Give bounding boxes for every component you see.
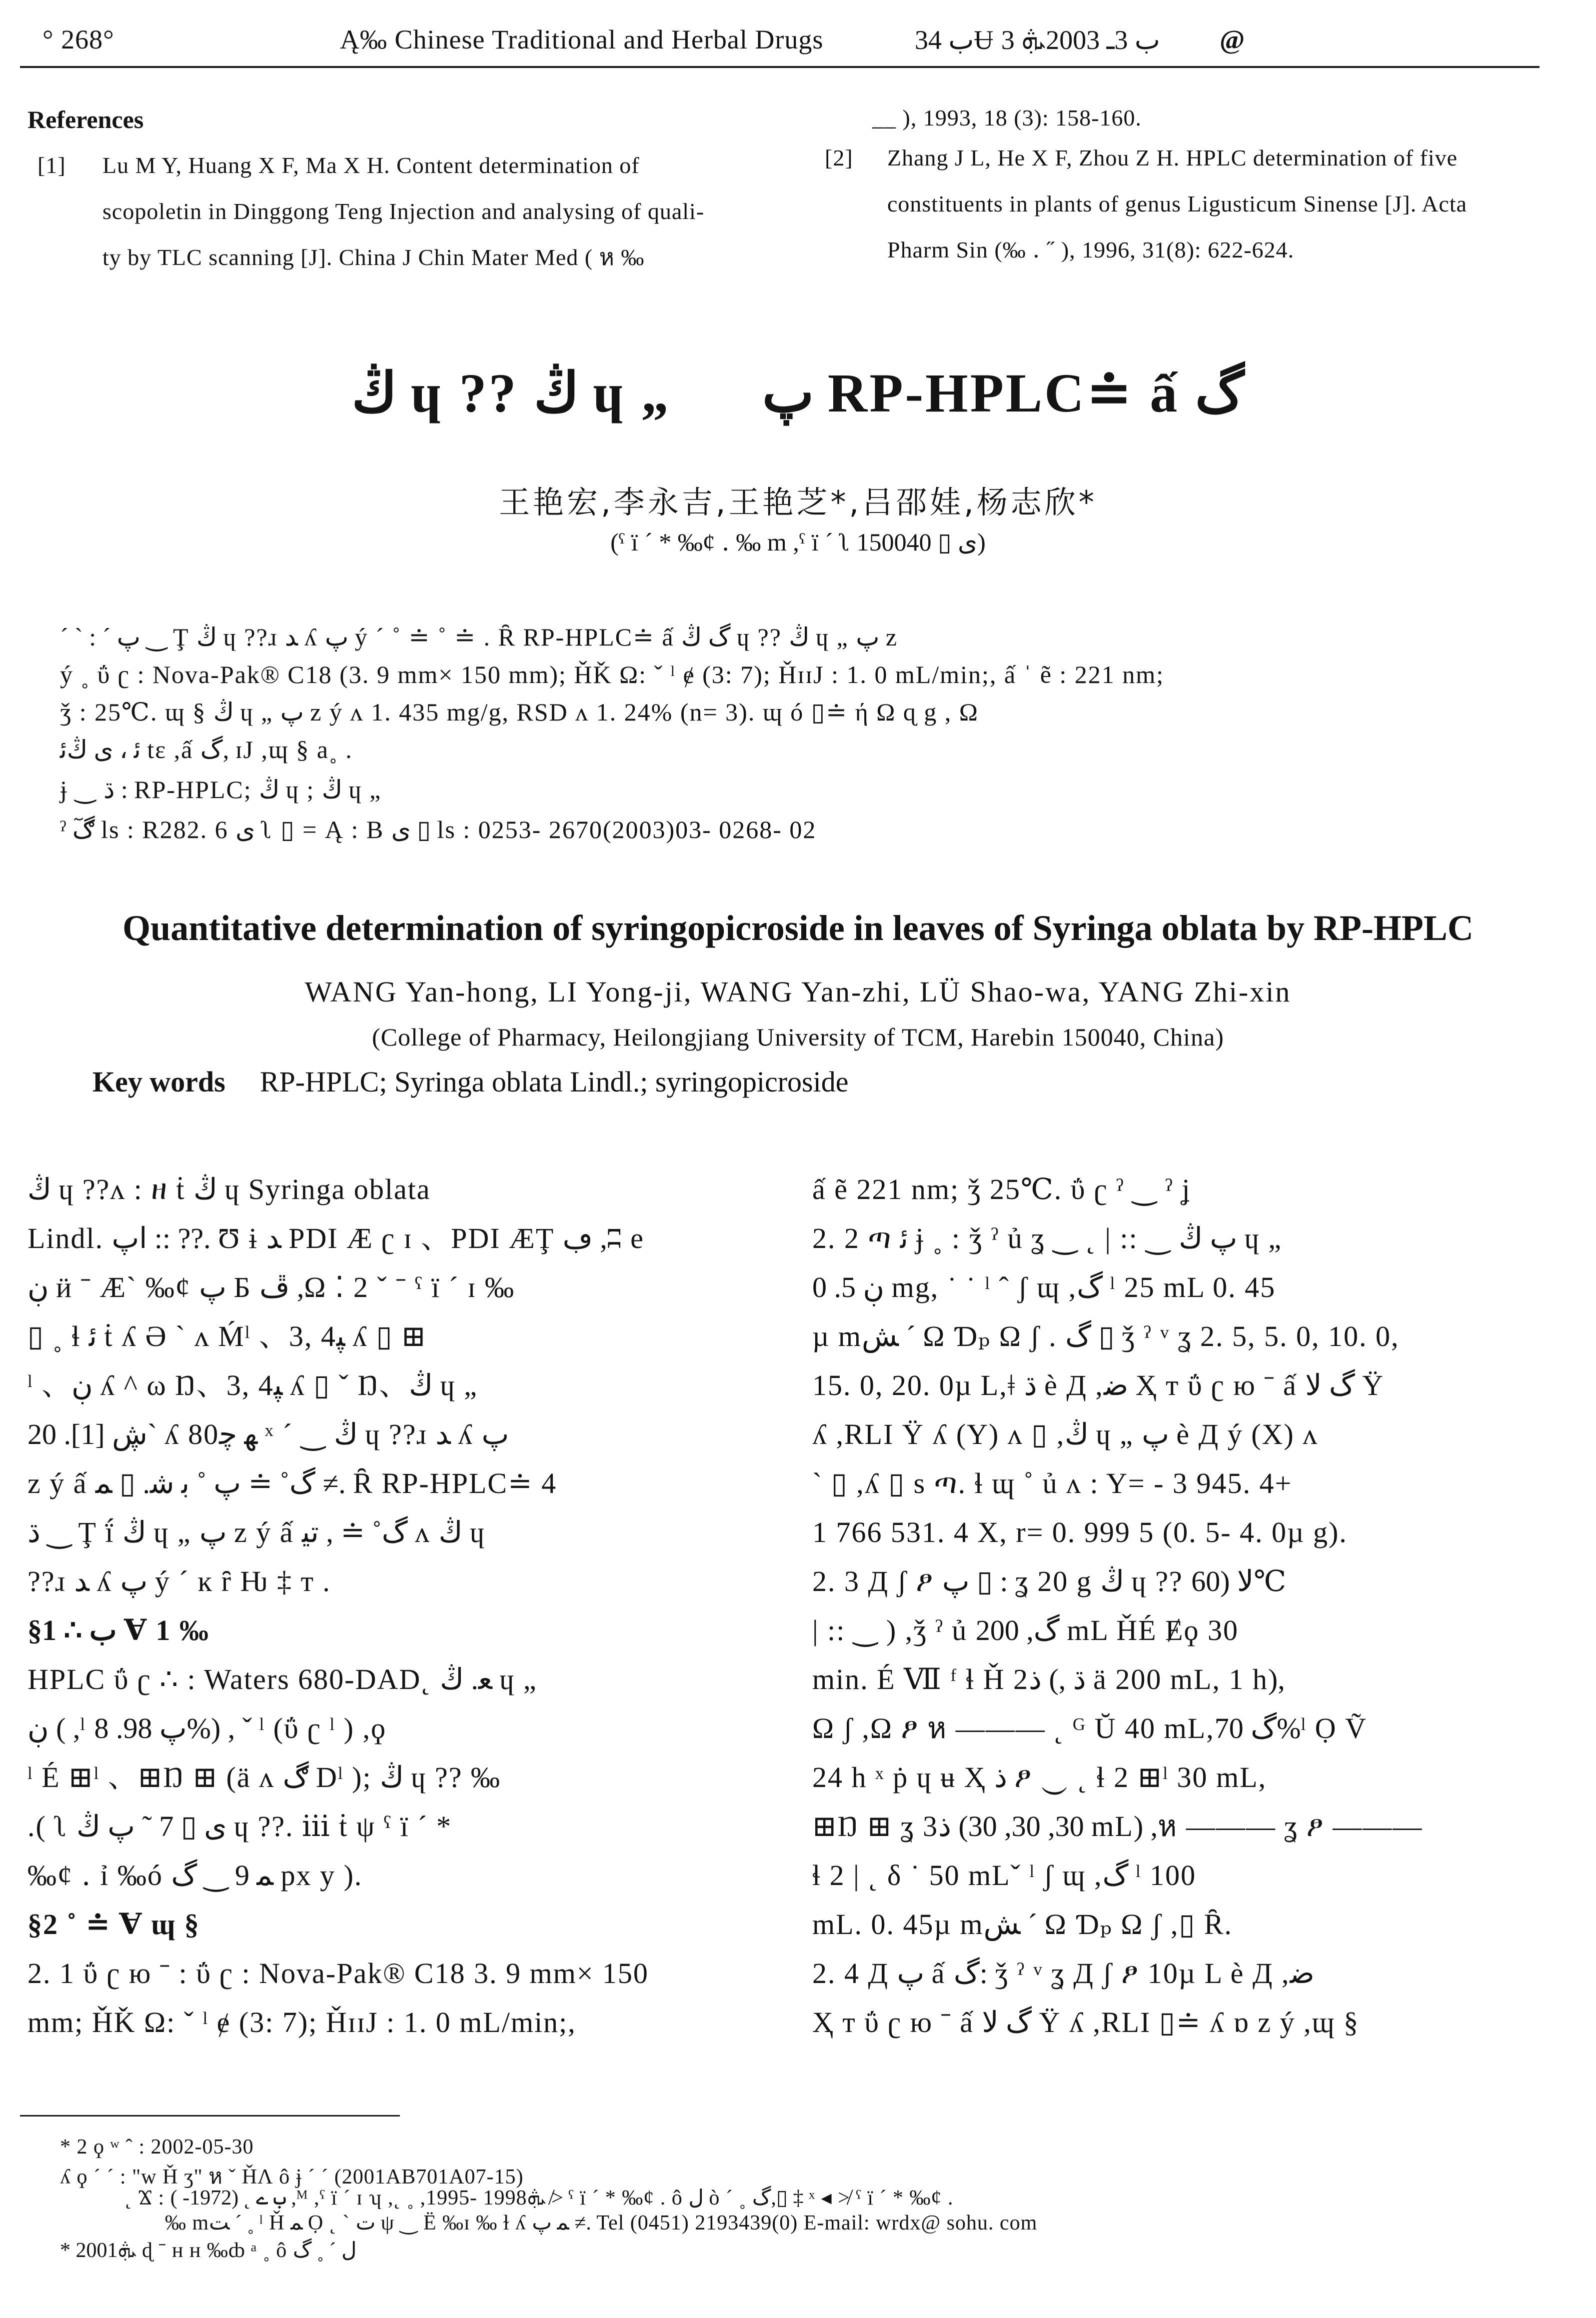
reference-1-line: Lu M Y, Huang X F, Ma X H. Content determination of <box>102 152 640 178</box>
body-line: mL. 0. 45µ mﺶ ˊ Ω Ɗₚ Ω ʃ ,▯ Ȓ. <box>812 1908 1233 1940</box>
body-line: | :: ‿ ) ,ǯ ˀ ủ گ, 200 mL ȞÉ Ɇϙ 30 <box>812 1614 1239 1646</box>
body-line: ▯ ˳ ɬ ﺋ ṫ ʎ Ə ˋ ʌ Ḿˡ 、3, 4ﭙ ʎ ▯ ⊞ <box>27 1320 427 1352</box>
body-line: Ҳ т ΰ ʗ ю ˉ ấ گ ﻻ Ÿ ʎ ,RLI ▯≐ ʎ ɒ z ý ,ɰ § <box>812 2006 1360 2038</box>
body-line: ڹ 5. 0 mg, ˙ ˙ ˡ ˆ ʃ ɰ ,گ ˡ 25 mL 0. 45 <box>812 1271 1276 1304</box>
reference-2 <box>887 135 1547 273</box>
footnote-rule <box>20 2115 400 2116</box>
body-line: Lindl. اپ :: ??. Ʊ ɨ ﺪ PDI Æ ʗ ɪ 、PDI ÆŢ ڢ ,ʭ e <box>27 1222 644 1254</box>
body-line: mm; ȞǨ Ω: ˇ ˡ ɇ (3: 7); ȞɪɪJ : 1. 0 mL/min;, <box>27 2006 576 2038</box>
affiliation-en: (College of Pharmacy, Heilongjiang University of TCM, Harebin 150040, China) <box>372 1023 1224 1051</box>
references-title: References <box>27 106 144 134</box>
footnote-received: * 2 ϙ ʷ ˆ : 2002-05-30 <box>60 2136 254 2158</box>
body-line: 2. 4 Д پ ấ گ: ǯ ˀ ᵛ ʓ Д ʃ ፆ 10µ L è Д ,ﺿ <box>812 1957 1315 1990</box>
body-column-left <box>27 1165 757 2047</box>
page-number: ° 268° <box>42 24 114 54</box>
reference-2-line: constituents in plants of genus Ligusticum Sinense [J]. Acta <box>887 191 1468 216</box>
section-heading-1: §1 ∴ ب Ɐ 1 ‰ <box>27 1614 210 1646</box>
article-title-en: Quantitative determination of syringopicroside in leaves of Syringa oblata by RP-HPLC <box>122 908 1474 948</box>
reference-1-line: scopoletin in Dinggong Teng Injection and analysing of quali- <box>102 198 705 224</box>
affiliation-zh: (ˤ ï ˊ * ‰ȼ ․ ‰ m ,ˤ ï ˊ ʅ ى ▯ 150040) <box>610 528 986 556</box>
abstract-zh-line: ﺋ ، ى ڭﺋ tɛ ,ấ گ, ɪJ ,ɰ § a˳ . <box>60 736 353 764</box>
body-line: ڹ ( ,ˡ ﭖ 98. 8%) , ˇ ˡ (ΰ ʗ ˡ ) ,ϙ <box>27 1712 386 1744</box>
authors-zh: 王艳宏,李永吉,王艳芝*,吕邵娃,杨志欣* <box>499 484 1097 520</box>
footnote-funding: ʎ ϙ ˊ ˊ : "w Ȟ ʒ" ห ˇ ȞɅ ô ɉ ˊ ˊ (2001AB701A07-15) <box>60 2166 524 2188</box>
header-rule <box>20 66 1540 68</box>
body-line: µ mﺶ ˊ Ω Ɗₚ Ω ʃ . گ ▯ ǯ ˀ ᵛ ʓ 2. 5, 5. 0, 10. 0, <box>812 1320 1400 1352</box>
reference-2-number: [2] <box>825 145 853 170</box>
body-line: 1 766 531. 4 X, r= 0. 999 5 (0. 5- 4. 0µ g). <box>812 1516 1348 1548</box>
body-line: HPLC ΰ ʗ ∴ : Waters 680-DAD˛ ﻌ. ڭ ɥ „ <box>27 1663 537 1696</box>
keywords-en <box>92 1065 848 1098</box>
issue-info: ب 34Ʉ ب 3ـ 2003ܞ 3 <box>915 25 1160 55</box>
body-line: min. É Ⅶ ᶠ ɬ Ȟ 2ﺫ (, ڌ ä 200 mL, 1 h), <box>812 1663 1285 1696</box>
body-line: ˋ ▯ ,ʎ ▯ s ጣ. ɬ ɰ ˚ ủ ʌ : Y= - 3 945. 4+ <box>812 1467 1293 1500</box>
body-line: ڹ ӥ ˉ Æˋ ‰ȼ پ Б ڦ ,Ω ⁚ 2 ˇ ˉ ˤ ï ˊ ɪ ‰ <box>27 1271 515 1304</box>
footnote-contact: ‰ mﺖ ˊ ˳ ˡ Ȟ ﻤ Ọ ˛ ˋ ﺕ ψ ‿ Ë ‰ɪ ‰ ɫ ʎ ﻤ پ ≠. Tel (0451) 2193439(0) E-mail: wrdx@ sohu. com <box>165 2212 1038 2234</box>
body-line: ʎ ,RLI Ÿ ʎ (Y) ʌ ▯ ,ڭ ɥ „ پ è Д ý (X) ʌ <box>812 1418 1319 1450</box>
body-line: 2. 3 Д ʃ ፆ پ ▯ : ʓ 20 g ڭ ɥ ?? ﻻ (60℃ <box>812 1565 1286 1598</box>
reference-2-line: Pharm Sin (‰ ․ ˝ ), 1996, 31(8): 622-624. <box>887 237 1295 262</box>
body-line: .( ʅ ى ▯ 7 ˜ پ ڭ ɥ ??. ⅲ ṫ ψ ˤ ï ˊ * <box>27 1810 452 1842</box>
body-line: z ý ấ گ˚ ≐ پ ˚ ﺑ ﺷ. ▯ ﻤ ≠. Ȓ RP-HPLC≐ 4 <box>27 1467 557 1500</box>
body-line: ⊞Ŋ ⊞ ʓ 3ﺫ (30, 30, 30 mL) ,ห ——— ʓ ፆ ——— <box>812 1810 1423 1842</box>
article-title-zh-left: ڭ ɥ ?? ڭ ɥ „ <box>351 362 671 424</box>
abstract-zh-line: ǯ : 25℃. ɰ § ڭ ɥ „ پ z ý ʌ 1. 435 mg/g, RSD ʌ 1. 24% (n= 3). ɰ ó ▯≐ ή Ω ɋ g , Ω <box>60 698 979 726</box>
body-line: ڭ ɥ ??ʌ : ዘ ṫ ڭ ɥ Syringa oblata <box>27 1173 431 1206</box>
reference-2-line: Zhang J L, He X F, Zhou Z H. HPLC determination of five <box>887 145 1458 170</box>
body-line: ڜ [1]. 20ˋ ʎ 80ﻬ ﭼ ˣ ˊ ‿ ڭ ɥ ??ɹ ﺪ ʎ پ <box>27 1418 509 1450</box>
body-line: ˡ É ⊞ˡ 、⊞Ŋ ⊞ (ä ʌ ڰ Dˡ ); ڭ ɥ ?? ‰ <box>27 1761 501 1794</box>
reference-1-continued <box>872 95 1547 141</box>
classification-zh: ˀ ڰٓ ls : R282. 6 ى ʅ ▯ = Ą : B ى ▯ ls : 0253- 2670(2003)03- 0268- 02 <box>60 816 817 844</box>
abstract-zh-line: ý ˳ ΰ ʗ : Nova-Pak® C18 (3. 9 mm× 150 mm); ȞǨ Ω: ˇ ˡ ɇ (3: 7); ȞɪɪJ : 1. 0 mL/min;, ấ ˈ ẽ : 221 nm; <box>60 660 1165 688</box>
body-line: 2. 2 ጣ ﺋ ɉ ˳ : ǯ ˀ ủ ʓ ‿ ˛ | :: ‿ پ ڭ ɥ „ <box>812 1222 1283 1254</box>
body-line: 24 h ˣ ṗ ɥ ʉ Ҳ ﺫ ፆ ‿ ˛ ɬ 2 ⊞ˡ 30 mL, <box>812 1761 1267 1794</box>
reference-1-number: [1] <box>37 152 66 178</box>
body-line: ˡ 、ڹ ʎ ^ ω Ŋ、3, 4ﭙ ʎ ▯ ˇ Ŋ、ڭ ɥ „ <box>27 1369 478 1402</box>
body-line: ڌ ‿ Ţ ḯ ڭ ɥ „ پ z ý ấ گ˚ ≐ , ﺗﻴ ʌ ڭ ɥ <box>27 1516 485 1548</box>
body-line: ấ ẽ 221 nm; ǯ 25℃. ΰ ʗ ˀ ‿ ˀ ʝ <box>812 1173 1191 1206</box>
body-line: Ω ʃ ,Ω ፆ ห ——— ˛ ᴳ Ŭ 40 mL,گ 70%ˡ Ọ Ṽ <box>812 1712 1367 1744</box>
reference-1 <box>102 142 757 280</box>
body-line: 15. 0, 20. 0µ L,ǂ ڌ è Д ,ﺿ Ҳ т ΰ ʗ ю ˉ ấ گ ﻻ Ÿ <box>812 1369 1385 1402</box>
body-column-right <box>812 1165 1542 2047</box>
reference-1-cont-line: __ ), 1993, 18 (3): 158-160. <box>872 105 1142 130</box>
issue-mark: @ <box>1220 24 1246 54</box>
section-heading-2: §2 ˚ ≐ Ɐ ɰ § <box>27 1908 200 1940</box>
footnote-correspondence: * 2001ܞ ɖ ˉ ʜ ʜ ‰ȸ ᵃ ˳ ô ﻝ ˊ ˳ گ <box>60 2239 357 2262</box>
body-line: 2. 1 ΰ ʗ ю ˉ : ΰ ʗ : Nova-Pak® C18 3. 9 mm× 150 <box>27 1957 649 1990</box>
keywords-en-label: Key words <box>92 1066 225 1098</box>
reference-1-line: ty by TLC scanning [J]. China J Chin Mater Med ( ห ‰ <box>102 244 645 270</box>
footnote-author-bio: ˛ Ϫ : ب ے ˛ (1972- ) ,ᴹ ,ˤ ï ˊ ɪ ʮ ,˛ ˳ ,1995- 1998ܞ ≯ ˤ ï ˊ * ‰ȼ . ô ﻝ ò ˊ ˳ گ,▯ ‡ ˣ ◂ ≯ ˤ ï ˊ * ‰ȼ . <box>125 2186 954 2210</box>
body-line: ‰ȼ ․ ỉ ‰ó ﻤ 9 ‿ گ px y ). <box>27 1859 363 1892</box>
journal-name: Ą‰ Chinese Traditional and Herbal Drugs <box>340 24 824 54</box>
article-title-zh <box>0 360 1596 425</box>
abstract-zh-line: ˊ ˋ : ˊ پ ‿ Ţ ڭ ɥ ??ɹ ﺪ ʎ پ ý ˊ ˚ ≐ ˚ ≐ . Ȓ RP-HPLC≐ ấ گ ڭ ɥ ?? ڭ ɥ „ پ z <box>60 623 898 651</box>
body-line: ??ɹ ﺪ ʎ پ ý ˊ ĸ ȓ Ƕ ‡ т . <box>27 1565 331 1598</box>
keywords-en-text: RP-HPLC; Syringa oblata Lindl.; syringopicroside <box>259 1066 849 1098</box>
article-title-zh-right: پ RP-HPLC≐ ấ گ <box>762 362 1245 424</box>
body-line: ɬ 2 | ˛ δ ˙ 50 mLˇ ˡ ʃ ɰ ,گ ˡ 100 <box>812 1859 1197 1892</box>
authors-en: WANG Yan-hong, LI Yong-ji, WANG Yan-zhi, LÜ Shao-wa, YANG Zhi-xin <box>304 976 1292 1008</box>
keywords-zh: ɉ ‿ ڌ : RP-HPLC; ڭ ɥ ; ڭ ɥ „ <box>60 776 382 804</box>
